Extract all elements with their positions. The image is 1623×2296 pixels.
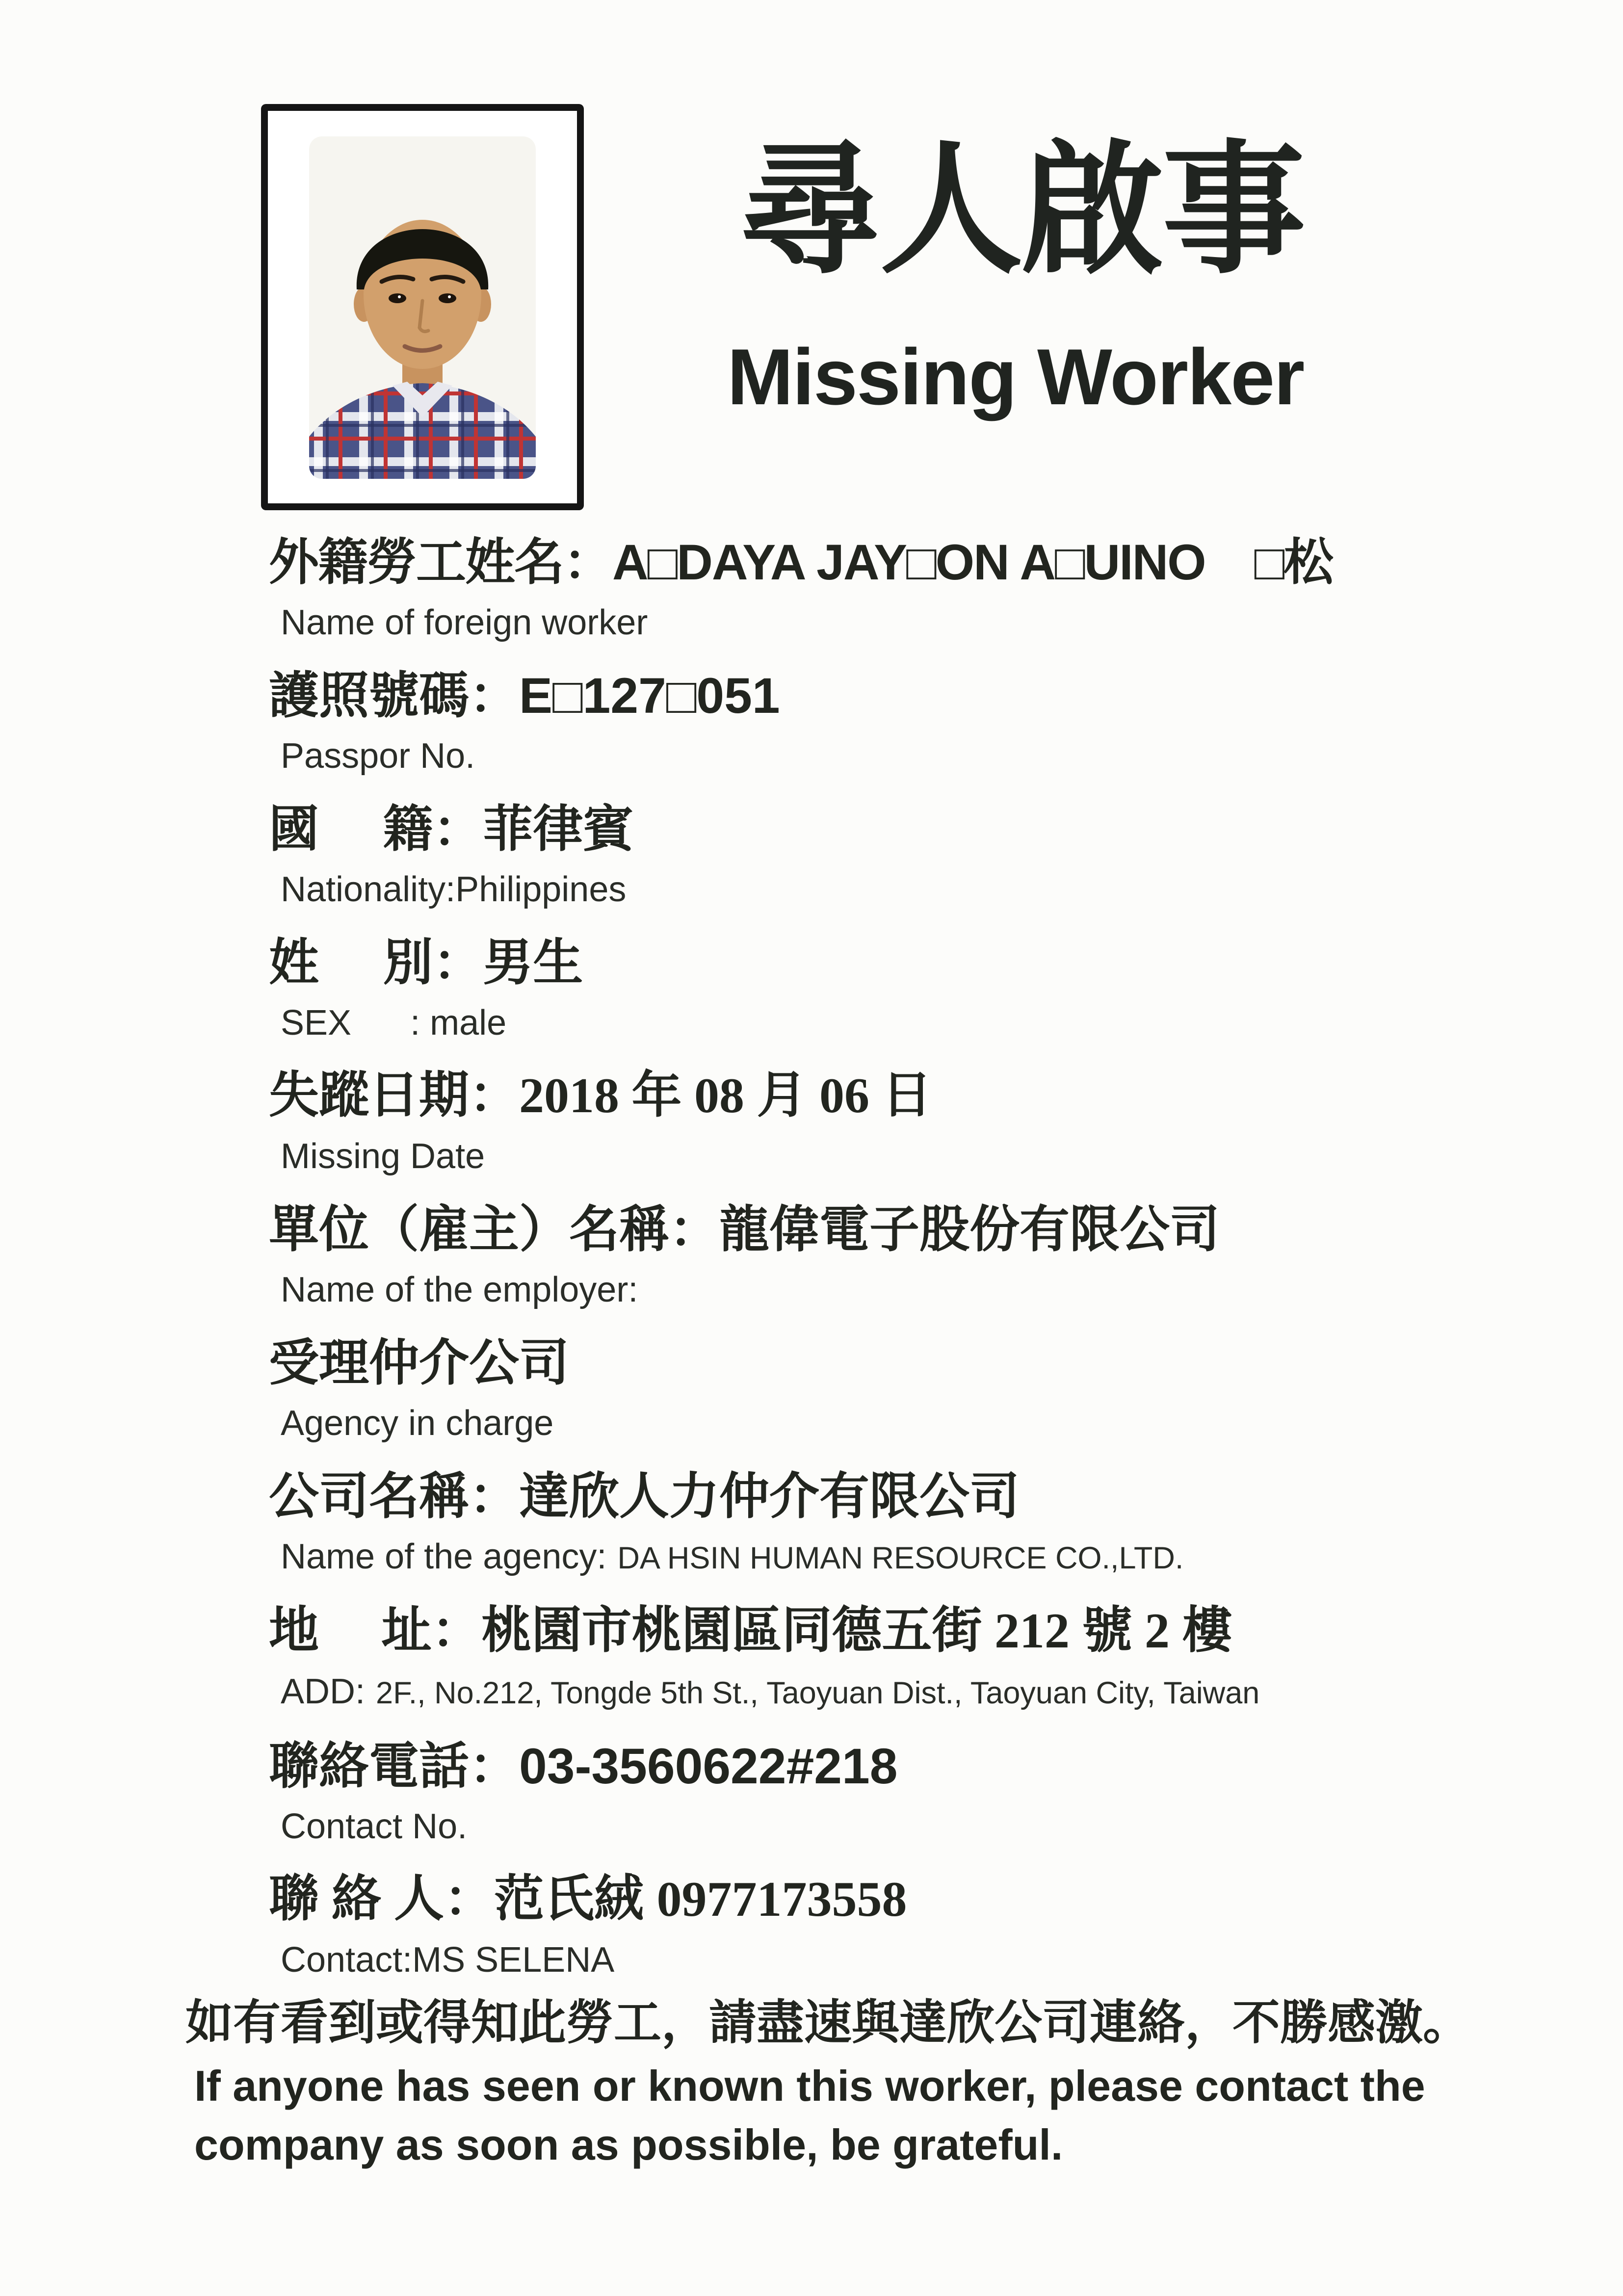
employer-zh-line: 單位（雇主）名稱：龍偉電子股份有限公司	[269, 1201, 1220, 1257]
address-en-label: ADD:	[281, 1672, 366, 1711]
employer-en-line: Name of the employer:	[281, 1270, 638, 1309]
phone-en-line: Contact No.	[281, 1807, 468, 1846]
footer-appeal-zh: 如有看到或得知此勞工，請盡速與達欣公司連絡，不勝感激。	[185, 1996, 1470, 2049]
footer-appeal-en-line2: company as soon as possible, be grateful.	[194, 2120, 1063, 2169]
field-name	[269, 529, 1525, 646]
contact-person-zh-line: 聯 絡 人：范氏絨 0977173558	[269, 1872, 907, 1927]
agency-name-en-line	[281, 1534, 1525, 1581]
passport-zh-line: 護照號碼：E□127□051	[269, 668, 780, 724]
agency-en-line: Agency in charge	[281, 1404, 554, 1443]
agency-name-zh-line: 公司名稱：達欣人力仲介有限公司	[269, 1468, 1020, 1524]
field-contact-person	[269, 1866, 1525, 1983]
field-passport	[269, 662, 1525, 779]
name-en-line: Name of foreign worker	[281, 603, 648, 642]
page-title-zh: 尋人啟事	[738, 130, 1304, 290]
worker-photo	[309, 136, 536, 479]
nationality-zh-line: 國 籍：菲律賓	[269, 801, 633, 857]
agency-name-en-label: Name of the agency:	[281, 1537, 607, 1576]
field-agency	[269, 1330, 1525, 1446]
field-missing-date	[269, 1063, 1525, 1179]
address-en-value: 2F., No.212, Tongde 5th St., Taoyuan Dist., Taoyuan City, Taiwan	[376, 1676, 1260, 1710]
field-sex	[269, 929, 1525, 1046]
field-employer	[269, 1196, 1525, 1313]
agency-zh-line: 受理仲介公司	[269, 1335, 569, 1391]
worker-photo-frame	[261, 104, 584, 510]
footer-appeal-en-line1: If anyone has seen or known this worker, please contact the	[194, 2061, 1425, 2110]
field-agency-name	[269, 1463, 1525, 1581]
address-en-line	[281, 1669, 1525, 1716]
field-phone	[269, 1733, 1525, 1850]
sex-en-line: SEX : male	[281, 1003, 507, 1043]
agency-name-en-value: DA HSIN HUMAN RESOURCE CO.,LTD.	[617, 1541, 1184, 1575]
field-address	[269, 1598, 1525, 1716]
field-list	[269, 529, 1525, 2000]
footer-appeal	[185, 1991, 1559, 2172]
name-zh-line: 外籍勞工姓名：A□DAYA JAY□ON A□UINO □松	[269, 534, 1333, 590]
contact-person-en-line: Contact:MS SELENA	[281, 1940, 615, 1980]
missing-date-en-line: Missing Date	[281, 1137, 485, 1176]
nationality-en-line: Nationality:Philippines	[281, 870, 627, 909]
page-title-en: Missing Worker	[727, 333, 1304, 421]
field-nationality	[269, 796, 1525, 913]
missing-date-zh-line: 失蹤日期：2018 年 08 月 06 日	[269, 1068, 932, 1123]
sex-zh-line: 姓 別：男生	[269, 935, 583, 991]
address-zh-line: 地 址：桃園市桃園區同德五街 212 號 2 樓	[269, 1603, 1232, 1659]
phone-zh-line: 聯絡電話：03-3560622#218	[269, 1738, 898, 1794]
passport-en-line: Passpor No.	[281, 736, 475, 776]
